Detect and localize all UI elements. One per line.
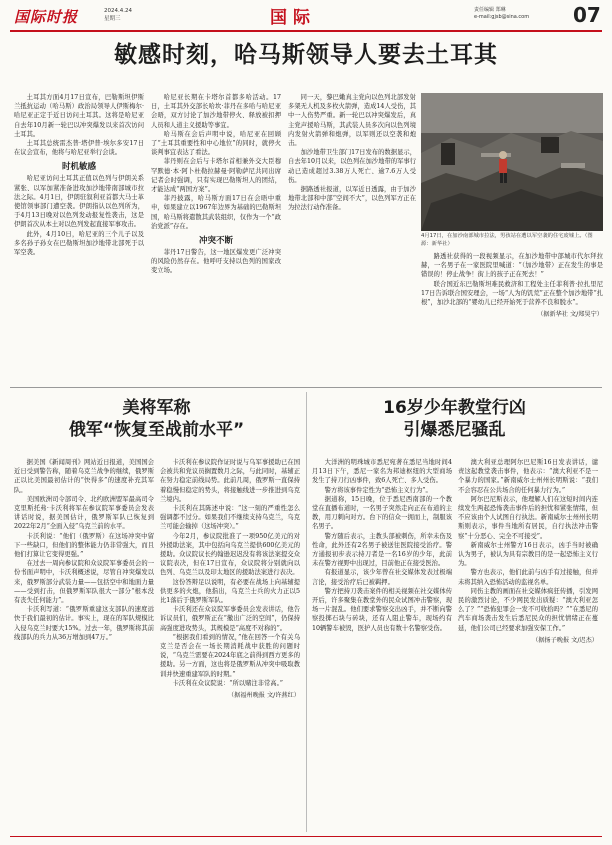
story1-column-2	[151, 93, 281, 383]
story3-paragraph: 警方随后表示，主教头部被刺伤，所幸未伤及性命，此外还有2名男子被送往医院接受治疗。警方通报初步表示持刀者是一名16岁的少年，此前未在警方视野中出现过，目前他正在接受医治。	[312, 532, 452, 568]
main-headline: 敏感时刻，哈马斯领导人要去土耳其	[114, 42, 498, 68]
story2-paragraph: 据美国《新闻周刊》网站近日报道，美国国会近日受到警告称，随着乌克兰战争的继续，俄罗斯正以比美国最初估计的“快得多”的速度补充其军队。	[14, 459, 154, 494]
story2-paragraph: 卡沃利说：“他们（俄罗斯）在这场冲突中留下一些缺口，但他们的整体能力仍非常强大，而且他们打算让它变得更强。”	[14, 532, 154, 559]
story3-paragraph: 警方将该事件定性为“恐怖主义行为”。	[324, 486, 432, 494]
story1-subheading: 时机敏感	[61, 162, 96, 173]
story2-paragraph: 卡沃利还在众议院军事委员会发表讲话，他告诉议员们，俄罗斯正在“撤出广泛的空间”，仍保持高强度进攻势头，其规模是“高度不对称的”。	[160, 606, 300, 632]
story3-title-line1: 16岁少年教堂行凶	[383, 398, 526, 418]
story2-paragraph: “根据我们看到的情况，”他在回答一个有关乌克兰是否会在一场长期消耗战中获胜的问题时说，“乌克兰需要在2024年底之前得到西方更多的援助。另一方面，这也将是俄罗斯从冲突中吸取教训并快速重建军队的时期。”	[160, 633, 300, 678]
story3-column-2	[458, 458, 598, 834]
news-photo	[421, 93, 603, 231]
story1-paragraph: 联合国近东巴勒斯坦难民救济和工程处主任菲利普·拉扎里尼17日告诉联合国安理会，一场“人为的饥荒”正在整个加沙地带“扎根”，加沙北部的“婴幼儿已经开始死于营养不良和脱水”。	[421, 280, 603, 307]
story2-column-2	[160, 458, 300, 834]
story3-title	[312, 397, 597, 441]
story3-title-line2: 引爆悉尼骚乱	[403, 420, 506, 440]
story2-paragraph: 卡沃利在众议院说：“所以赌注非常高。”	[172, 679, 283, 687]
story1-paragraph: 此外，4月10日，哈尼亚的三个儿子以及多名孙子孙女在巴勒斯坦加沙地带北部死于以军空袭。	[14, 230, 144, 257]
story1-paragraph: 菲丹17日警告，这一地区爆发更广泛冲突的风险仍然存在。他呼吁支持以色列的国家改变立场。	[151, 249, 281, 275]
story2-paragraph: 这份答辩足以说明，有必要在战场上向基辅提供更多的火炮，他指出，乌克兰士兵的火力正以5比1落后于俄罗斯军队。	[160, 578, 300, 605]
story3-paragraph: 同伤主教的画面在社交媒体疯狂传播，引发网民的激烈讨论，不少网民发出质疑：“澳大利亚怎么了？”“恐怖犯罪会一发不可收拾吗？”“在悉尼的汽车商场袭击发生后悉尼民众的担忧情绪正在蔓延，他们公司已经要求加强安保工作。”	[458, 587, 598, 632]
story3-paragraph: 新南威尔士州警方16日表示，凶手当时被确认为男子，被认为具有宗教目的是一起恐怖主义行为。	[458, 541, 598, 568]
story1-paragraph: 哈尼亚访问土耳其正值以色列与伊朗关系紧张、以军加紧准备进攻加沙地带南部城市拉法之际。4月1日，伊朗驻叙利亚首都大马士革使馆领事部门遭空袭。伊朗指认以色列所为，于4月13日晚对以色列发动报复性袭击，这是伊朗首次从本土对以色列发起直接军事攻击。	[14, 175, 144, 229]
story1-column-3	[288, 93, 416, 383]
story3-paragraph: 警方也表示，他们此前与凶手有过接触，但并未将其纳入恐怖活动的监视名单。	[458, 569, 598, 586]
story3-column-1	[312, 458, 452, 834]
story2-title-line1: 美将军称	[122, 398, 191, 418]
story2-paragraph: 在过去一周向参议院和众议院军事委员会的一份书面声明中，卡沃利概述说，尽管自冲突爆发以来，俄罗斯部分武装力量——包括空中和地面力量——受到打击，但俄罗斯军队很大一部分“根本没有丧失任何能力”。	[14, 560, 154, 605]
story1-column-4	[421, 252, 603, 384]
column-divider	[306, 392, 307, 832]
story2-paragraph: 卡沃利在参议院作证时说与乌军事援助已在国会被共和党议员搁置数月之际，与此同时，基辅正在努力稳定前线局势。此前几周，俄罗斯一直保持着稳慢但稳定的势头，将接触线进一步推进到乌克兰境内。	[160, 459, 300, 503]
story1-column-1	[14, 93, 144, 383]
story3-paragraph: 警方把持刀袭击案件的相关视频在社交媒体传开后，许多聚集在教堂外的民众试图冲击警察，现场一片混乱。他们要求警察交出凶手，并不断向警察投掷石块与砖块，还有人阻止警车，现场约有10辆警车被毁，医护人员也有数十名警察受伤。	[312, 587, 452, 632]
story3-paragraph: 大洋洲的明珠城市悉尼宛著在悉尼当地时间4月13日下午，悉尼一家名为邦迪枢纽的大型商场发生了持刀行凶事件，致6人死亡、多人受伤。	[312, 459, 452, 485]
story1-paragraph: 哈马斯在会后声明中说，哈尼亚在回顾了“土耳其重要性和中心地位”的同时，就停火谈判事宜表达了看法。	[151, 130, 281, 157]
story1-paragraph: 土耳其方面4月17日宣布，巴勒斯坦伊斯兰抵抗运动（哈马斯）政治局领导人伊斯梅尔·哈尼亚正定于近日访问土耳其。这将是哈尼亚自去年10月新一轮巴以冲突爆发以来首次访问土耳其。	[14, 94, 144, 138]
story1-paragraph: 加沙地带卫生部门17日发布的数据显示，自去年10月以来，以色列在加沙地带的军事行动已造成超过3.38万人死亡、逾7.6万人受伤。	[288, 149, 416, 184]
story1-paragraph: 同一天，黎巴嫩真主党向以色列北部发射多架无人机及多枚火箭弹，造成14人受伤，其中一人伤势严重。新一轮巴以冲突爆发后，真主党声援哈马斯，其武装人员多次向以色列境内发射火箭弹和炮弹，以军则还以空袭和炮击。	[288, 94, 416, 148]
story1-paragraph: 土耳其总统雷杰普·塔伊普·埃尔多安17日在议会宣布，他将与哈尼亚举行会谈。	[14, 140, 144, 157]
editor-info	[474, 7, 529, 21]
story3-paragraph: 有报道显示，该少年曾在社交媒体发表过极端言论，接受治疗后已被羁押。	[312, 569, 452, 586]
newspaper-logo: 国际时报	[14, 8, 79, 26]
story3-credit: （据扬子晚报 文/迟杰）	[532, 636, 598, 644]
section-divider	[10, 387, 602, 388]
masthead	[0, 0, 612, 30]
date-text: 2024.4.24	[104, 8, 132, 14]
story1-paragraph: 路透社获得的一段视频显示，在加沙地带中部城市代尔拜拉赫，一名男子在一家医院里喊道：“（加沙地带）正在发生的事是错误的！停止战争！街上的孩子正在死去！”	[421, 253, 603, 279]
story2-paragraph: 卡沃利写道：“俄罗斯重建这支部队的速度远快于我们最初的估计。事实上，现在的军队规模比入侵乌克兰时要大15%。过去一年，俄罗斯将其前线部队的兵力从36万增加到47万。”	[14, 606, 154, 641]
story2-column-1	[14, 458, 154, 834]
masthead-rule	[10, 30, 602, 32]
issue-date	[104, 7, 132, 23]
story2-paragraph: 美国欧洲司令部司令、北约欧洲盟军最高司令克里斯托弗·卡沃利将军在参议院军事委员会发表讲话时说，据美国估计，俄罗斯军队已恢复到2022年2月“全面入侵”乌克兰前的水平。	[14, 495, 154, 531]
story1-paragraph: 哈尼亚长期在卡塔尔首都多哈活动。17日，土耳其外交部长哈坎·菲丹在多哈与哈尼亚会晤，双方讨论了加沙地带停火、释放被扣押人员和人道主义援助等事宜。	[151, 94, 281, 129]
story2-title	[14, 397, 299, 441]
story3-paragraph: 据道称，15日晚，位于悉尼西南部的一个教堂在直播布道时，一名男子突然走向正在布道的主教，用刀刺向对方。台下的信众一拥而上，制服该名男子。	[312, 495, 452, 531]
story2-paragraph: 卡沃利在其陈述中说：“这一刻的严重性怎么强调都不过分。如果我们不继续支持乌克兰，乌克兰可能会输掉（这场冲突）。”	[160, 505, 300, 531]
story2-credit: （据福州晚报 文/许燕红）	[227, 692, 300, 700]
story1-subheading: 冲突不断	[198, 236, 233, 247]
editor-name: 责任编辑 郑琳	[474, 7, 506, 13]
editor-email: e-mail:gjsb@sina.com	[474, 14, 530, 20]
story3-paragraph: 澳大利亚总理阿尔巴尼斯16日发表讲话，谴责这起教堂袭击事件，他表示：“澳大利亚不是一个暴力的国家。”新南威尔士州州长明斯说：“我们不会容忍在公共场合的任何暴力行为。”	[458, 459, 598, 494]
story1-credit: （据新华社 文/郑昊宁）	[537, 311, 603, 319]
story1-paragraph: 菲丹披露，哈马斯方面17日在会晤中重申，如果建立以1967年边界为基础的巴勒斯坦国，哈马斯将遣散其武装组织，仅作为一个“政治党派”存在。	[151, 195, 281, 230]
page-number: 07	[573, 3, 601, 27]
story1-paragraph: 据路透社报道，以军近日透露，由于加沙地带北部和中部“空间不大”，以色列军方正在为拉法行动作准备。	[288, 186, 416, 212]
photo-caption: 4月17日，在加沙南部城市拉法，男孩站在遭以军空袭的住宅废墟上。（图源：新华社）	[421, 233, 593, 247]
story1-paragraph: 菲丹则在会后与卡塔尔首相兼外交大臣穆罕默德·本·阿卜杜勒拉赫曼·阿勒萨尼共同出席记者会时强调，只有实现巴勒斯坦人的团结，才能达成“两国方案”。	[151, 158, 281, 194]
weekday-text: 星期三	[104, 16, 121, 22]
footer-rule	[10, 836, 602, 837]
story2-paragraph: 今年2月，参议院批准了一项950亿美元的对外援助法案，其中包括向乌克兰提供600亿美元的援助。众议院议长约翰逊迟迟没有将该法案提交众议院表决，但在17日宣布，众议院将分别就向以色列、乌克兰以及印太地区的援助法案进行表决。	[160, 532, 300, 577]
story3-paragraph: 阿尔巴尼斯表示，他理解人们在这短时间内连续发生两起恐怖袭击事件后的担忧和紧张情绪，但不应该由个人试图自行执法。新南威尔士州州长明斯则表示，事件当地所有居民，自行执法冲击警察“十分恶心、完全不可接受”。	[458, 495, 598, 540]
story2-title-line2: 俄军“恢复至战前水平”	[68, 420, 245, 440]
section-title: 国际	[270, 8, 316, 28]
